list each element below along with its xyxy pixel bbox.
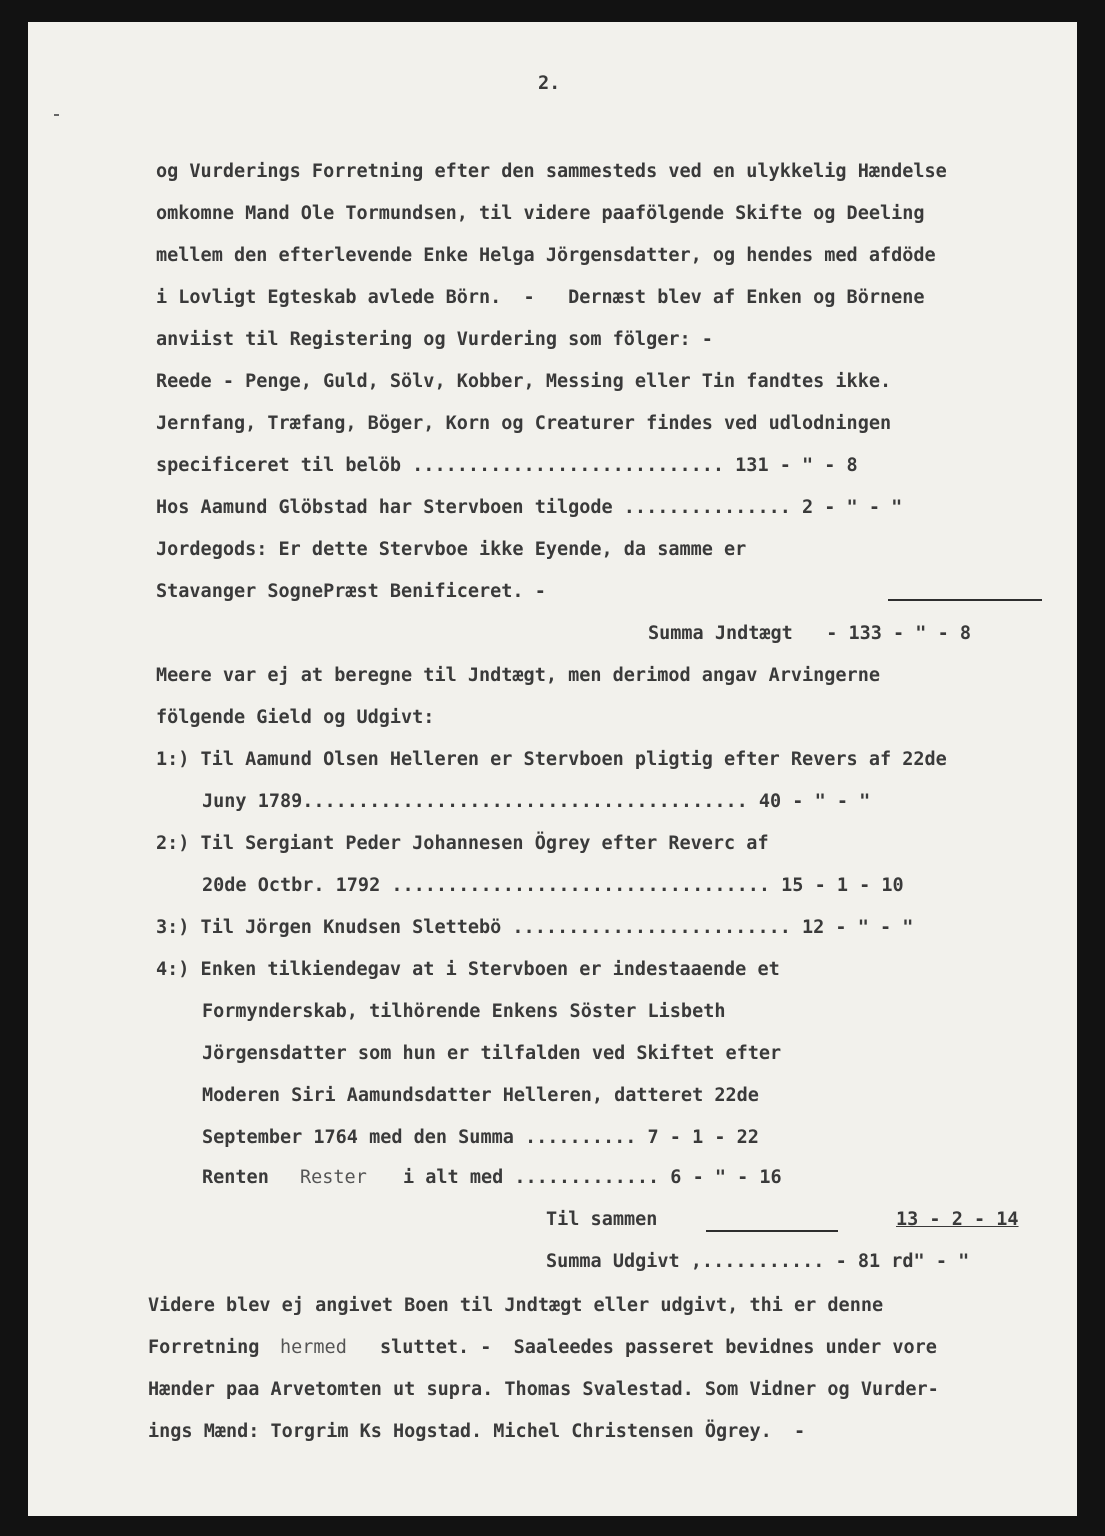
text-line: Jernfang, Træfang, Böger, Korn og Creaturer findes ved udlodningen <box>156 413 892 434</box>
text-line: fölgende Gield og Udgivt: <box>156 707 435 728</box>
text-line: i alt med ............. 6 - " - 16 <box>403 1167 782 1188</box>
text-line: Jordegods: Er dette Stervboe ikke Eyende, da samme er <box>156 539 747 560</box>
text-line: 2:) Til Sergiant Peder Johannesen Ögrey efter Reverc af <box>156 833 769 854</box>
text-line: Formynderskab, tilhörende Enkens Söster Lisbeth <box>202 1001 726 1022</box>
text-line: 4:) Enken tilkiendegav at i Stervboen er indestaaende et <box>156 959 780 980</box>
annotation-hermed: hermed <box>280 1337 347 1358</box>
text-line: omkomne Mand Ole Tormundsen, til videre paafölgende Skifte og Deeling <box>156 203 925 224</box>
text-line: specificeret til belöb ............................ 131 - " - 8 <box>156 455 858 476</box>
text-line: 3:) Til Jörgen Knudsen Slettebö ......................... 12 - " - " <box>156 917 914 938</box>
margin-mark <box>54 114 59 116</box>
text-line: 1:) Til Aamund Olsen Helleren er Stervboen pligtig efter Revers af 22de <box>156 749 947 770</box>
subtotal-rule <box>706 1230 838 1232</box>
text-line: Hænder paa Arvetomten ut supra. Thomas Svalestad. Som Vidner og Vurder- <box>148 1379 939 1400</box>
page-number: 2. <box>538 73 561 94</box>
text-line: Reede - Penge, Guld, Sölv, Kobber, Messing eller Tin fandtes ikke. <box>156 371 892 392</box>
text-line: Meere var ej at beregne til Jndtægt, men derimod angav Arvingerne <box>156 665 880 686</box>
text-line: Videre blev ej angivet Boen til Jndtægt eller udgivt, thi er denne <box>148 1295 884 1316</box>
text-line: Stavanger SognePræst Benificeret. - <box>156 581 546 602</box>
text-line: ings Mænd: Torgrim Ks Hogstad. Michel Christensen Ögrey. - <box>148 1421 806 1442</box>
text-line: September 1764 med den Summa .......... 7 - 1 - 22 <box>202 1127 759 1148</box>
text-line: sluttet. - Saaleedes passeret bevidnes under vore <box>380 1337 937 1358</box>
text-line: Til sammen <box>546 1209 658 1230</box>
text-line: i Lovligt Egteskab avlede Börn. - Dernæst blev af Enken og Börnene <box>156 287 925 308</box>
text-line: Jörgensdatter som hun er tilfalden ved Skiftet efter <box>202 1043 782 1064</box>
text-line: 20de Octbr. 1792 .................................. 15 - 1 - 10 <box>202 875 904 896</box>
text-line: og Vurderings Forretning efter den sammesteds ved en ulykkelig Hændelse <box>156 161 947 182</box>
text-line: Summa Jndtægt - 133 - " - 8 <box>648 623 972 644</box>
text-line: Hos Aamund Glöbstad har Stervboen tilgode ............... 2 - " - " <box>156 497 903 518</box>
text-line: Forretning <box>148 1337 260 1358</box>
text-line: anviist til Registering og Vurdering som fölger: - <box>156 329 713 350</box>
text-line: Renten <box>202 1167 269 1188</box>
text-line: Summa Udgivt ,........... - 81 rd" - " <box>546 1251 970 1272</box>
subtotal-value: 13 - 2 - 14 <box>896 1209 1019 1230</box>
text-line: Juny 1789........................................ 40 - " - " <box>202 791 871 812</box>
sum-rule <box>888 599 1042 601</box>
text-line: mellem den efterlevende Enke Helga Jörgensdatter, og hendes med afdöde <box>156 245 936 266</box>
document-page <box>28 22 1077 1516</box>
text-line: Moderen Siri Aamundsdatter Helleren, datteret 22de <box>202 1085 759 1106</box>
annotation-rester: Rester <box>300 1167 367 1188</box>
